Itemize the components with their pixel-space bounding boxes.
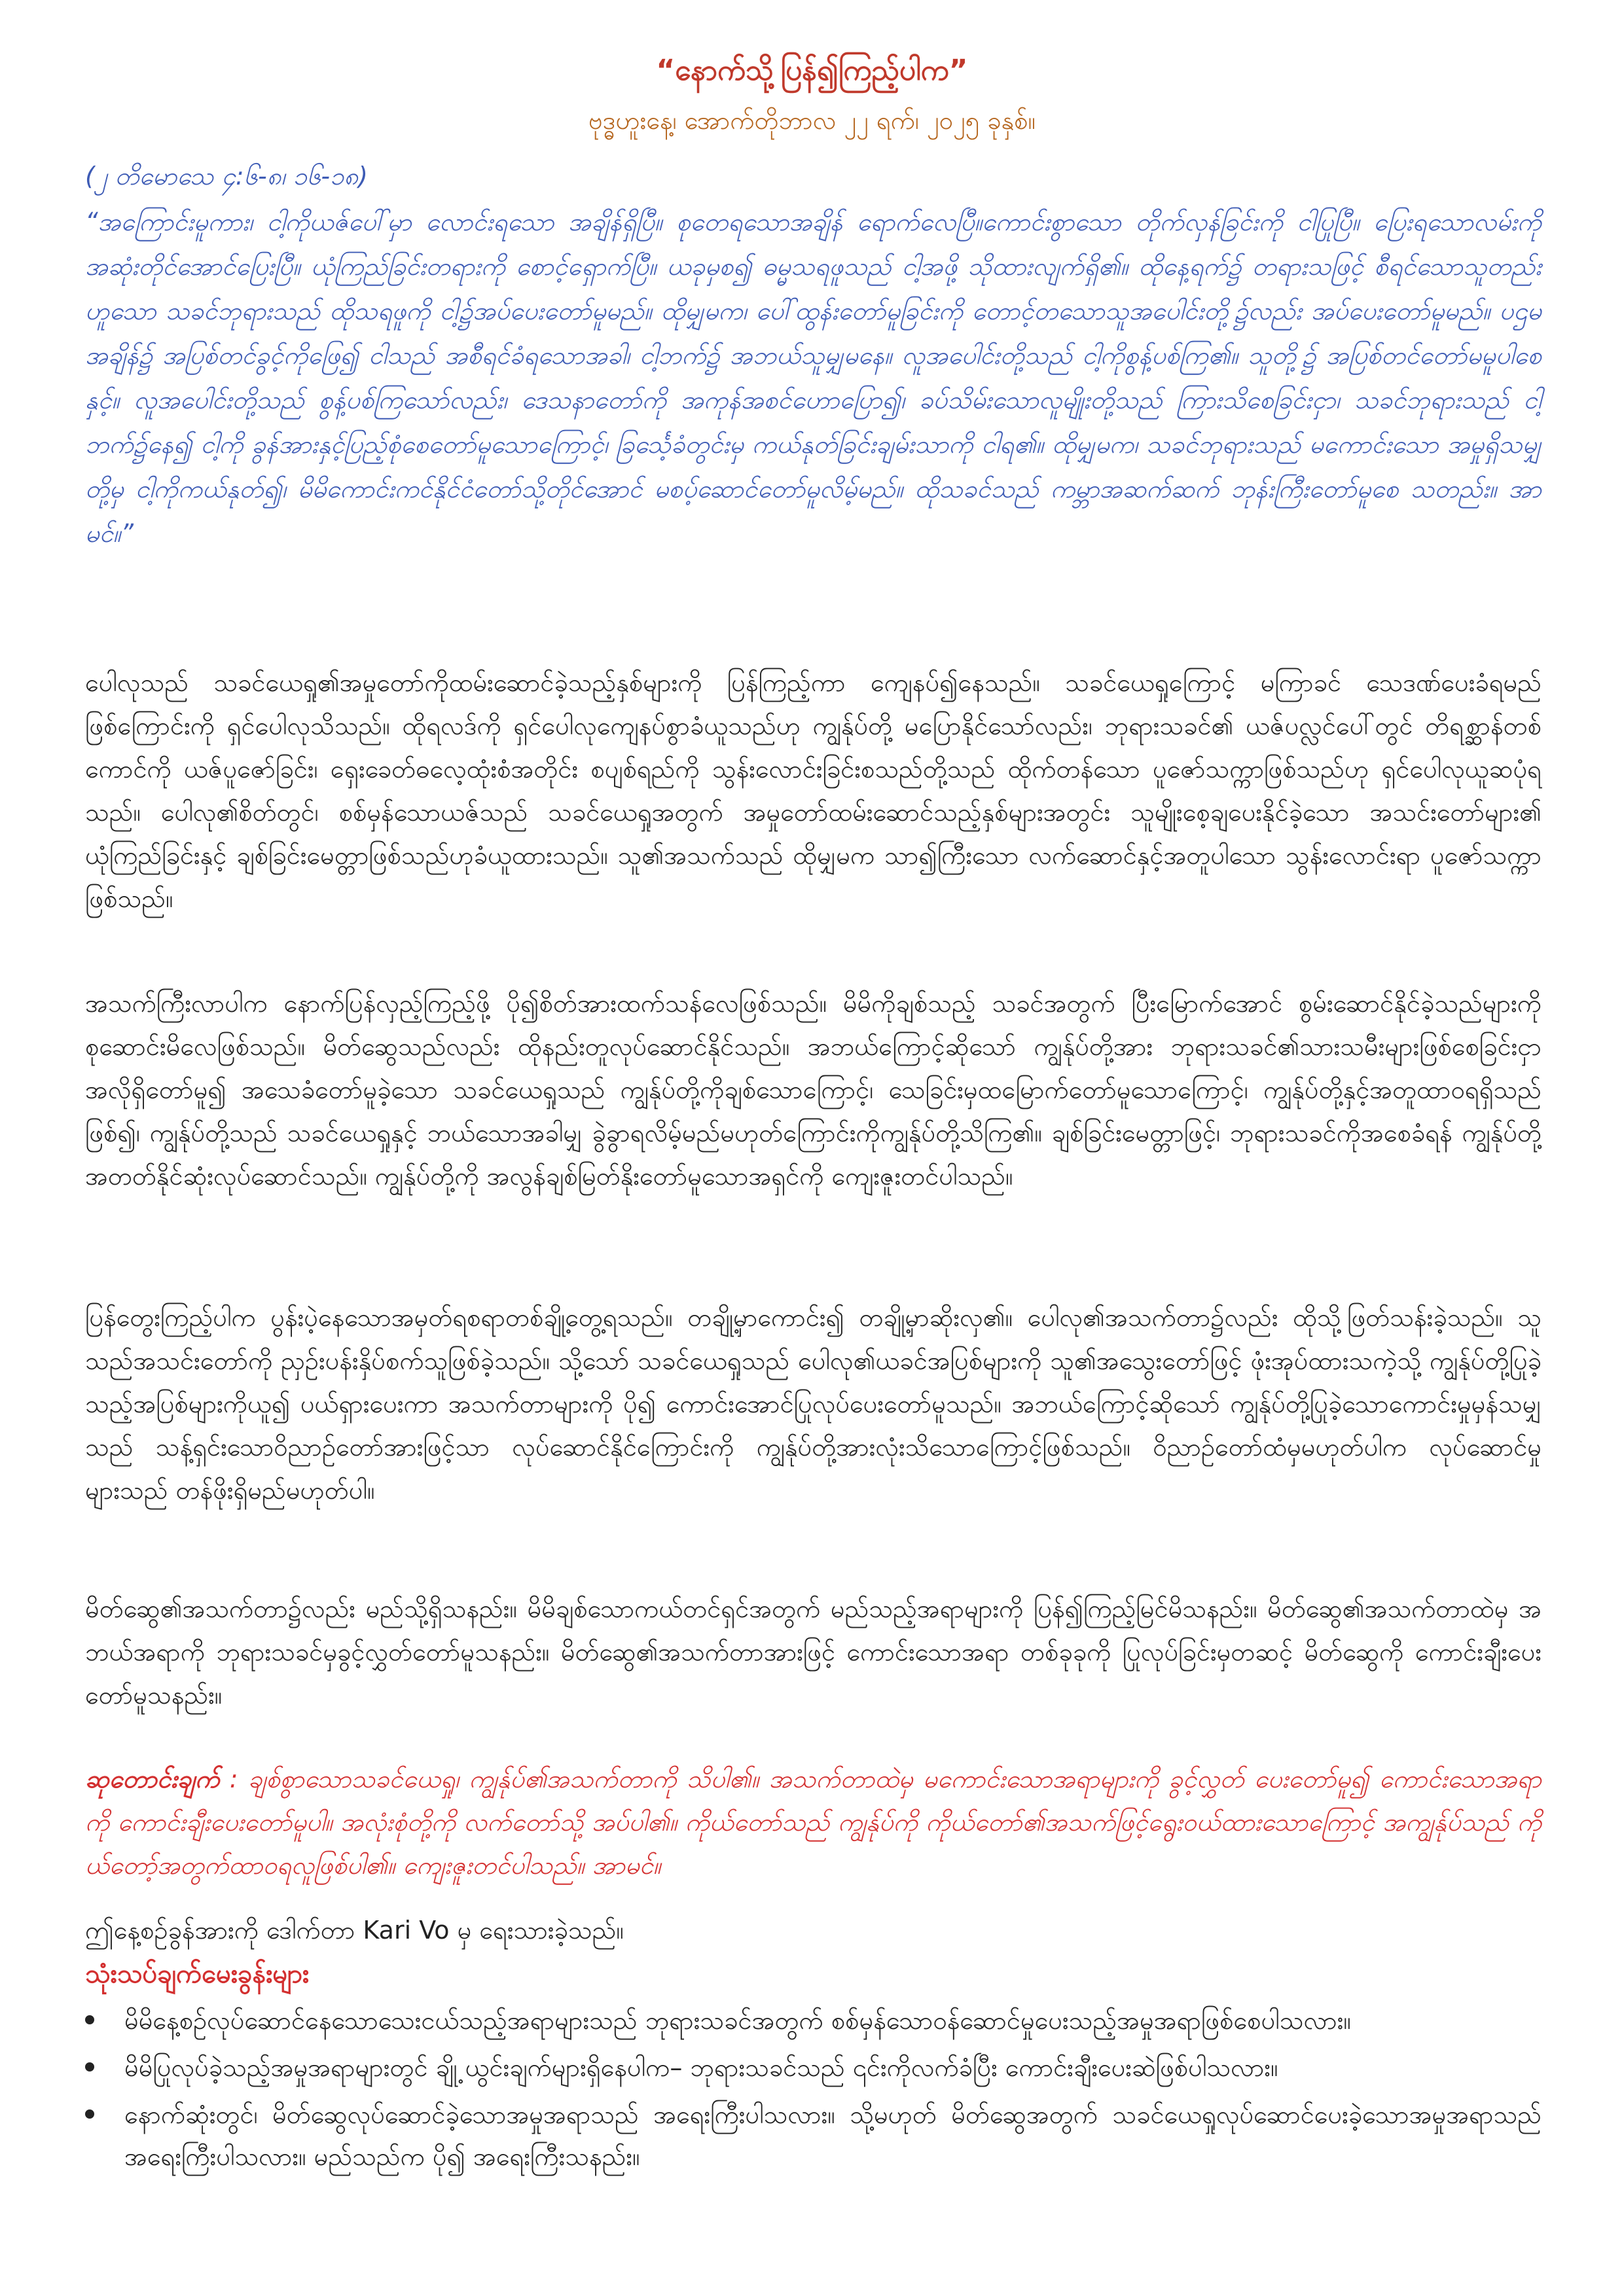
- question-text: မိမိနေ့စဉ်လုပ်ဆောင်နေသောသေးငယ်သည့်အရာများသည် ဘုရားသခင်အတွက် စစ်မှန်သောဝန်ဆောင်မှုပေးသည့်အမှုအရာဖြစ်စေပါသလား။: [124, 2006, 1351, 2035]
- scripture-reference: (၂ တိမောသေ ၄:၆-၈၊ ၁၆-၁၈): [85, 162, 368, 190]
- date-line: ဗုဒ္ဓဟူးနေ့၊ အောက်တိုဘာလ ၂၂ ရက်၊ ၂၀၂၅ ခုနှစ်။: [588, 106, 1036, 135]
- scripture-quote: “အကြောင်းမူကား၊ ငါ့ကိုယဇ်ပေါ်မှာ လောင်းရသော အချိန်ရှိပြီ။ စုတေရသောအချိန် ရောက်လေပြီ။ကောင်းစွာသော တိုက်လှန်ခြင်းကို ငါပြုပြီ။ ပြေးရသောလမ်းကို အဆုံးတိုင်အောင်ပြေးပြီ။ ယုံကြည်ခြင်းတရားကို စောင့်ရှောက်ပြီ။ ယခုမှစ၍ ဓမ္မသရဖူသည် ငါ့အဖို့ သိုထားလျက်ရှိ၏။ ထိုနေ့ရက်၌ တရားသဖြင့် စီရင်သောသူတည်းဟူသော သခင်ဘုရားသည် ထိုသရဖူကို ငါ့၌အပ်ပေးတော်မူမည်။ ထိုမျှမက၊ ပေါ်ထွန်းတော်မူခြင်းကို တောင့်တသောသူအပေါင်းတို့၌လည်း အပ်ပေးတော်မူမည်။ ပဌမအချိန်၌ အပြစ်တင်ခွင့်ကိုဖြေ၍ ငါသည် အစီရင်ခံရသောအခါ၊ ငါ့ဘက်၌ အဘယ်သူမျှမနေ။ လူအပေါင်းတို့သည် ငါ့ကိုစွန့်ပစ်ကြ၏။ သူတို့၌ အပြစ်တင်တော်မမူပါစေနှင့်။ လူအပေါင်းတို့သည် စွန့်ပစ်ကြသော်လည်း၊ ဒေသနာတော်ကို အကုန်အစင်ဟောပြော၍၊ ခပ်သိမ်းသောလူမျိုးတို့သည် ကြားသိစေခြင်းငှာ၊ သခင်ဘုရားသည် ငါ့ဘက်၌နေ၍ ငါ့ကို ခွန်အားနှင့်ပြည့်စုံစေတော်မူသောကြောင့်၊ ခြင်္သေ့ခံတွင်းမှ ကယ်နုတ်ခြင်းချမ်းသာကို ငါရ၏။ ထိုမျှမက၊ သခင်ဘုရားသည် မကောင်းသော အမှုရှိသမျှတို့မှ ငါ့ကိုကယ်နုတ်၍၊ မိမိကောင်းကင်နိုင်ငံတော်သို့တိုင်အောင် မစပ့်ဆောင်တော်မူလိမ့်မည်။ ထိုသခင်သည် ကမ္ဘာအဆက်ဆက် ဘုန်းကြီးတော်မူစေ သတည်း။ အာမင်။”: [85, 207, 1542, 548]
- prayer-label: ဆုတောင်းချက်: [85, 1765, 220, 1793]
- body-paragraph-2: အသက်ကြီးလာပါက နောက်ပြန်လှည့်ကြည့်ဖို့ ပို၍စိတ်အားထက်သန်လေဖြစ်သည်။ မိမိကိုချစ်သည့် သခင်အတွက် ပြီးမြောက်အောင် စွမ်းဆောင်နိုင်ခဲ့သည်များကို စုဆောင်းမိလေဖြစ်သည်။ မိတ်ဆွေသည်လည်း ထိုနည်းတူလုပ်ဆောင်နိုင်သည်။ အဘယ်ကြောင့်ဆိုသော် ကျွန်ုပ်တို့အား ဘုရားသခင်၏သားသမီးများဖြစ်စေခြင်းငှာ အလိုရှိတော်မူ၍ အသေခံတော်မူခဲ့သော သခင်ယေရှုသည် ကျွန်ုပ်တို့ကိုချစ်သောကြောင့်၊ သေခြင်းမှထမြောက်တော်မူသောကြောင့်၊ ကျွန်ုပ်တို့နှင့်အတူထာဝရရှိသည်ဖြစ်၍၊ ကျွန်ုပ်တို့သည် သခင်ယေရှုနှင့် ဘယ်သောအခါမျှ ခွဲခွာရလိမ့်မည်မဟုတ်ကြောင်းကိုကျွန်ုပ်တို့သိကြ၏။ ချစ်ခြင်းမေတ္တာဖြင့်၊ ဘုရားသခင်ကိုအစေခံရန် ကျွန်ုပ်တို့အတတ်နိုင်ဆုံးလုပ်ဆောင်သည်။ ကျွန်ုပ်တို့ကို အလွန်ချစ်မြတ်နိုးတော်မူသောအရှင်ကို ကျေးဇူးတင်ပါသည်။: [85, 989, 1542, 1191]
- questions-list: [85, 2000, 1542, 2183]
- questions-heading: သုံးသပ်ချက်မေးခွန်းများ: [85, 1959, 310, 1989]
- list-item: [85, 2047, 1542, 2089]
- list-item: [85, 2094, 1542, 2178]
- question-text: နောက်ဆုံးတွင်၊ မိတ်ဆွေလုပ်ဆောင်ခဲ့သောအမှုအရာသည် အရေးကြီးပါသလား။ သို့မဟုတ် မိတ်ဆွေအတွက် သခင်ယေရှုလုပ်ဆောင်ပေးခဲ့သောအမှုအရာသည် အရေးကြီးပါသလား။ မည်သည်က ပို၍ အရေးကြီးသနည်း။: [124, 2100, 1542, 2171]
- body-paragraph-3: ပြန်တွေးကြည့်ပါက ပွန်းပဲ့နေသောအမှတ်ရစရာတစ်ချို့တွေ့ရသည်။ တချို့မှာကောင်း၍ တချို့မှာဆိုးလှ၏။ ပေါလု၏အသက်တာ၌လည်း ထိုသို့ဖြတ်သန်းခဲ့သည်။ သူသည်အသင်းတော်ကို ညှဉ်းပန်းနှိပ်စက်သူဖြစ်ခဲ့သည်။ သို့သော် သခင်ယေရှုသည် ပေါလု၏ယခင်အပြစ်များကို သူ၏အသွေးတော်ဖြင့် ဖုံးအုပ်ထားသကဲ့သို့ ကျွန်ုပ်တို့ပြုခဲ့သည့်အပြစ်များကိုယူ၍ ပယ်ရှားပေးကာ အသက်တာများကို ပို၍ ကောင်းအောင်ပြုလုပ်ပေးတော်မူသည်။ အဘယ်ကြောင့်ဆိုသော် ကျွန်ုပ်တို့ပြုခဲ့သောကောင်းမှုမှန်သမျှသည် သန့်ရှင်းသောဝိညာဉ်တော်အားဖြင့်သာ လုပ်ဆောင်နိုင်ကြောင်းကို ကျွန်ုပ်တို့အားလုံးသိသောကြောင့်ဖြစ်သည်။ ဝိညာဉ်တော်ထံမှမဟုတ်ပါက လုပ်ဆောင်မှုများသည် တန်ဖိုးရှိမည်မဟုတ်ပါ။: [85, 1303, 1542, 1505]
- prayer-separator: :: [219, 1765, 249, 1793]
- page-title: “နောက်သို့ပြန်၍ကြည့်ပါက”: [656, 54, 968, 87]
- prayer-block: [85, 1757, 1542, 1887]
- bullet-icon: [85, 2015, 94, 2024]
- author-note: ဤနေ့စဉ်ခွန်အားကို ဒေါက်တာ Kari Vo မှ ရေးသားခဲ့သည်။: [85, 1916, 624, 1945]
- prayer-text: ချစ်စွာသောသခင်ယေရှု၊ ကျွန်ုပ်၏အသက်တာကို သိပါ၏။ အသက်တာထဲမှ မကောင်းသောအရာများကို ခွင့်လွှတ် ပေးတော်မူ၍ ကောင်းသောအရာကို ကောင်းချီးပေးတော်မူပါ။ အလုံးစုံတို့ကို လက်တော်သို့ အပ်ပါ၏။ ကိုယ်တော်သည် ကျွန်ုပ်ကို ကိုယ်တော်၏အသက်ဖြင့်ရွေးဝယ်ထားသောကြောင့် အကျွန်ုပ်သည် ကိုယ်တော့်အတွက်ထာဝရလူဖြစ်ပါ၏။ ကျေးဇူးတင်ပါသည်။ အာမင်။: [85, 1765, 1542, 1880]
- question-text: မိမိပြုလုပ်ခဲ့သည့်အမှုအရာများတွင် ချို့ ယွင်းချက်များရှိနေပါက– ဘုရားသခင်သည် ၎င်းကိုလက်ခံပြီး ကောင်းချီးပေးဆဲဖြစ်ပါသလား။: [124, 2053, 1278, 2082]
- body-paragraph-4: မိတ်ဆွေ၏အသက်တာ၌လည်း မည်သို့ရှိသနည်း။ မိမိချစ်သောကယ်တင်ရှင်အတွက် မည်သည့်အရာများကို ပြန်၍ကြည့်မြင်မိသနည်း။ မိတ်ဆွေ၏အသက်တာထဲမှ အဘယ်အရာကို ဘုရားသခင်မှခွင့်လွှတ်တော်မူသနည်း။ မိတ်ဆွေ၏အသက်တာအားဖြင့် ကောင်းသောအရာ တစ်ခုခုကို ပြုလုပ်ခြင်းမှတဆင့် မိတ်ဆွေကို ကောင်းချီးပေးတော်မူသနည်း။: [85, 1594, 1542, 1710]
- list-item: [85, 2000, 1542, 2041]
- bullet-icon: [85, 2109, 94, 2119]
- bullet-icon: [85, 2062, 94, 2072]
- body-paragraph-1: ပေါလုသည် သခင်ယေရှု၏အမှုတော်ကိုထမ်းဆောင်ခဲ့သည့်နှစ်များကို ပြန်ကြည့်ကာ ကျေနပ်၍နေသည်။ သခင်ယေရှုကြောင့် မကြာခင် သေဒဏ်ပေးခံရမည်ဖြစ်ကြောင်းကို ရှင်ပေါလုသိသည်။ ထိုရလဒ်ကို ရှင်ပေါလုကျေနပ်စွာခံယူသည်ဟု ကျွန်ုပ်တို့ မပြောနိုင်သော်လည်း၊ ဘုရားသခင်၏ ယဇ်ပလ္လင်ပေါ်တွင် တိရစ္ဆာန်တစ်ကောင်ကို ယဇ်ပူဇော်ခြင်း၊ ရှေးခေတ်ဓလေ့ထုံးစံအတိုင်း စပျစ်ရည်ကို သွန်းလောင်းခြင်းစသည်တို့သည် ထိုက်တန်သော ပူဇော်သက္ကာဖြစ်သည်ဟု ရှင်ပေါလုယူဆပုံရသည်။ ပေါလု၏စိတ်တွင်၊ စစ်မှန်သောယဇ်သည် သခင်ယေရှုအတွက် အမှုတော်ထမ်းဆောင်သည့်နှစ်များအတွင်း သူမျိုးစေ့ချပေးနိုင်ခဲ့သော အသင်းတော်များ၏ ယုံကြည်ခြင်းနှင့် ချစ်ခြင်းမေတ္တာဖြစ်သည်ဟုခံယူထားသည်။ သူ၏အသက်သည် ထိုမျှမက သာ၍ကြီးသော လက်ဆောင်နှင့်အတူပါသော သွန်းလောင်းရာ ပူဇော်သက္ကာဖြစ်သည်။: [85, 668, 1542, 913]
